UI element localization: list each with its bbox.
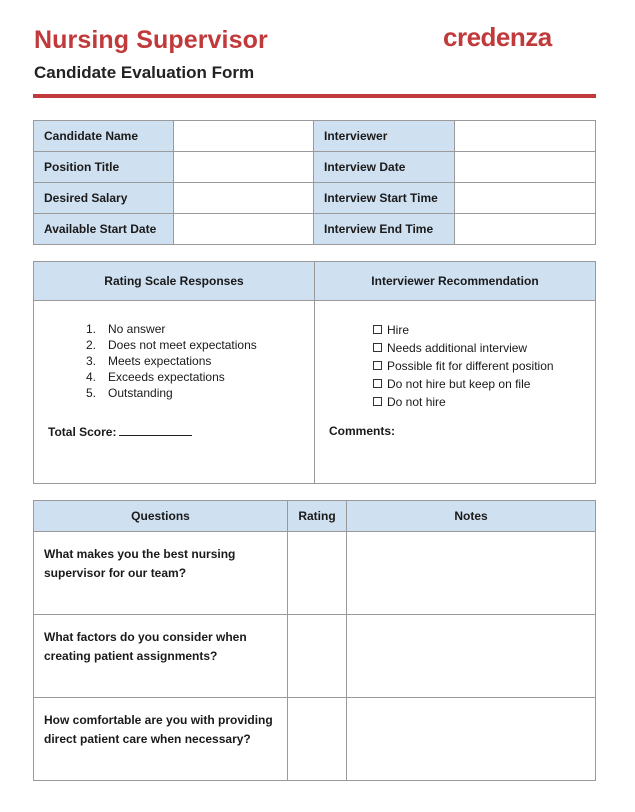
info-label: Available Start Date xyxy=(34,214,174,245)
recommendation-option[interactable]: Hire xyxy=(373,321,554,339)
rating-input-cell[interactable] xyxy=(288,698,347,781)
interview-end-time-field[interactable] xyxy=(455,214,596,245)
recommendation-option[interactable]: Needs additional interview xyxy=(373,339,554,357)
header-divider xyxy=(33,94,596,98)
interview-start-time-field[interactable] xyxy=(455,183,596,214)
rating-header: Rating xyxy=(288,501,347,532)
rating-input-cell[interactable] xyxy=(288,532,347,615)
form-subtitle: Candidate Evaluation Form xyxy=(34,63,255,82)
recommendation-option[interactable]: Do not hire xyxy=(373,393,554,411)
candidate-info-table xyxy=(33,120,596,245)
info-label: Interview End Time xyxy=(314,214,455,245)
list-item: 4. Exceeds expectations xyxy=(86,370,225,384)
recommendation-list xyxy=(373,321,554,411)
rating-input-cell[interactable] xyxy=(288,615,347,698)
info-row xyxy=(34,152,596,183)
info-row xyxy=(34,214,596,245)
checkbox-icon[interactable] xyxy=(373,325,382,334)
credenza-logo: credenza xyxy=(443,22,552,52)
list-item: 1. No answer xyxy=(86,322,166,336)
interviewer-field[interactable] xyxy=(455,121,596,152)
question-cell: How comfortable are you with providing direct patient care when necessary? xyxy=(34,698,288,781)
notes-input-cell[interactable] xyxy=(347,698,596,781)
total-score-label: Total Score: xyxy=(48,425,117,439)
questions-header: Questions xyxy=(34,501,288,532)
interview-date-field[interactable] xyxy=(455,152,596,183)
info-label: Position Title xyxy=(34,152,174,183)
total-score xyxy=(48,425,192,439)
position-title-field[interactable] xyxy=(174,152,314,183)
rating-scale-header: Rating Scale Responses xyxy=(34,262,315,301)
notes-header: Notes xyxy=(347,501,596,532)
table-row xyxy=(34,698,596,781)
checkbox-icon[interactable] xyxy=(373,379,382,388)
notes-input-cell[interactable] xyxy=(347,615,596,698)
recommendation-option[interactable]: Possible fit for different position xyxy=(373,357,554,375)
questions-table xyxy=(33,500,596,781)
desired-salary-field[interactable] xyxy=(174,183,314,214)
list-item: 5. Outstanding xyxy=(86,386,173,400)
available-start-date-field[interactable] xyxy=(174,214,314,245)
info-label: Interviewer xyxy=(314,121,455,152)
comments-label: Comments: xyxy=(329,424,396,438)
rating-scale-list xyxy=(86,321,257,401)
candidate-name-field[interactable] xyxy=(174,121,314,152)
list-item: 3. Meets expectations xyxy=(86,354,212,368)
info-label: Interview Date xyxy=(314,152,455,183)
question-cell: What makes you the best nursing supervisor for our team? xyxy=(34,532,288,615)
table-row xyxy=(34,532,596,615)
checkbox-icon[interactable] xyxy=(373,343,382,352)
recommendation-cell xyxy=(315,301,596,484)
info-row xyxy=(34,121,596,152)
info-label: Candidate Name xyxy=(34,121,174,152)
info-row xyxy=(34,183,596,214)
question-cell: What factors do you consider when creating patient assignments? xyxy=(34,615,288,698)
info-label: Interview Start Time xyxy=(314,183,455,214)
form-title: Nursing Supervisor xyxy=(34,26,268,54)
total-score-blank[interactable] xyxy=(119,426,192,436)
checkbox-icon[interactable] xyxy=(373,361,382,370)
rating-scale-cell xyxy=(34,301,315,484)
rating-recommendation-table xyxy=(33,261,596,484)
table-row xyxy=(34,615,596,698)
list-item: 2. Does not meet expectations xyxy=(86,338,257,352)
recommendation-header: Interviewer Recommendation xyxy=(315,262,596,301)
recommendation-option[interactable]: Do not hire but keep on file xyxy=(373,375,554,393)
checkbox-icon[interactable] xyxy=(373,397,382,406)
notes-input-cell[interactable] xyxy=(347,532,596,615)
info-label: Desired Salary xyxy=(34,183,174,214)
